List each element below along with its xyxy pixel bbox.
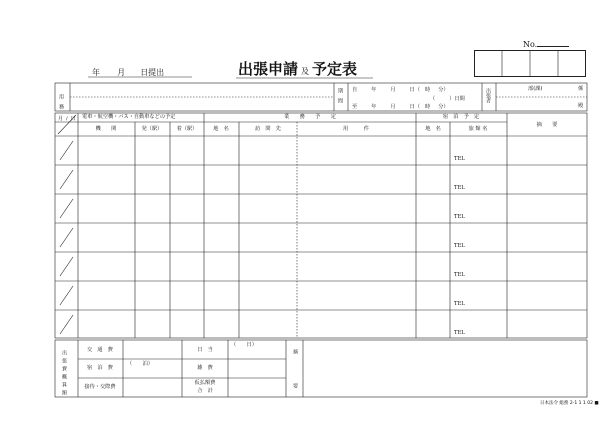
tel-label: TEL (454, 214, 465, 220)
tel-label: TEL (454, 156, 465, 162)
daily-days-label: （ 日） (231, 342, 257, 348)
lodging-header: 宿 泊 予 定 (442, 114, 480, 120)
purpose-input[interactable] (71, 84, 333, 110)
month-label: 月 (117, 68, 126, 77)
title-suffix: 殿 (578, 103, 584, 109)
remarks-header: 摘 要 (536, 122, 558, 128)
dept-label: 部(課) (528, 86, 543, 92)
year-label: 年 (92, 68, 100, 77)
expense-group-label: 出張費概算額 (61, 350, 67, 398)
col-place: 地 名 (213, 126, 229, 132)
period-to-row: 至 年 月 日（ 時 分） (352, 104, 449, 110)
daily-allowance-label: 日 当 (197, 347, 213, 353)
entertainment-fee-label: 接待・交際費 (84, 384, 116, 390)
member-label: 係 (578, 86, 584, 92)
transport-header: 電車・航空機・バス・自動車などの予定 (82, 114, 176, 120)
lodging-fee-label: 宿 泊 費 (87, 365, 113, 371)
tel-label: TEL (454, 330, 465, 336)
col-lodging-place: 地 名 (425, 126, 441, 132)
col-vehicle: 機 関 (95, 126, 117, 132)
no-label: No. (523, 40, 569, 49)
total-label: 合 計 (197, 388, 213, 394)
col-inn: 旅 館 名 (468, 126, 488, 132)
traveler-label: 出張者 (485, 88, 491, 103)
month-day-label: 月/日 (58, 116, 79, 122)
tel-label: TEL (454, 301, 465, 307)
day-submitted-label: 日提出 (140, 68, 165, 77)
col-visit: 訪 問 先 (255, 126, 281, 132)
col-depart: 発（駅） (141, 126, 163, 132)
business-header: 業 務 予 定 (284, 114, 336, 120)
form-title: 出張申請 及 予定表 (238, 60, 358, 78)
advance-label: 仮払額費 (194, 380, 216, 386)
period-from-row: 自 年 月 日（ 時 分） (352, 87, 449, 93)
nights-label: （ 泊） (127, 361, 153, 367)
col-arrive: 着（駅） (176, 126, 198, 132)
days-count: （ ）日間 (430, 96, 465, 102)
tel-label: TEL (454, 272, 465, 278)
tel-label: TEL (454, 243, 465, 249)
misc-fee-label: 雑 費 (197, 365, 213, 371)
period-label: 期 間 (337, 88, 343, 103)
transport-fee-label: 交 通 費 (87, 347, 113, 353)
expense-remarks-label: 摘 要 (292, 349, 298, 400)
purpose-label: 用 務 (58, 94, 64, 109)
col-matter: 用 件 (343, 126, 369, 132)
expense-remarks-input[interactable] (304, 341, 586, 396)
tel-label: TEL (454, 185, 465, 191)
footer-code: 日本法令 総務 2-1 1 1 02 ■ (540, 401, 599, 406)
